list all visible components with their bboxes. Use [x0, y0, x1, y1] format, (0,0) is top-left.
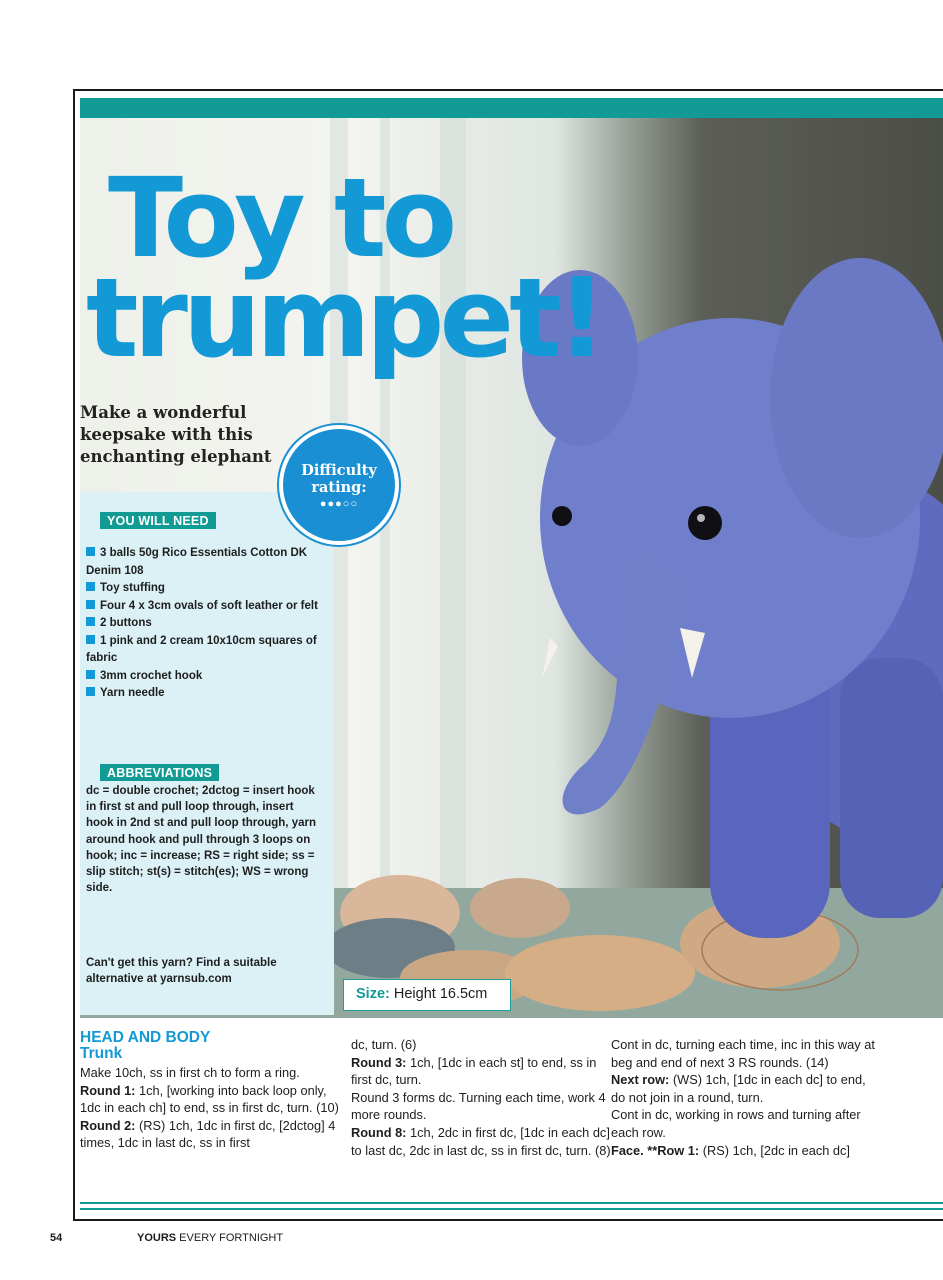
abbreviation-definition: = stitch(es);	[170, 866, 243, 879]
abbreviation-definition: = double crochet;	[99, 785, 202, 797]
instruction-paragraph: Face. **Row 1: (RS) 1ch, [2dc in each dc]	[611, 1142, 850, 1158]
page-title: Toy to trumpet!	[86, 154, 602, 382]
materials-list	[86, 545, 326, 703]
instruction-paragraph: Cont in dc, working in rows and turning after each row.	[611, 1107, 861, 1140]
materials-panel	[80, 492, 334, 1015]
magazine-name: YOURS EVERY FORTNIGHT	[137, 1232, 284, 1244]
col1-body	[80, 1064, 342, 1152]
instructions-column-3	[611, 1036, 876, 1159]
abbreviation-term: ss	[291, 849, 305, 862]
bottom-rule-1	[80, 1202, 943, 1204]
abbreviations-text	[86, 783, 324, 896]
section-heading: HEAD AND BODY	[80, 1029, 211, 1046]
size-value: Height 16.5cm	[389, 986, 488, 1002]
instructions-column-1	[80, 1030, 342, 1152]
instruction-paragraph: dc, turn. (6)	[351, 1037, 417, 1052]
instruction-paragraph: Cont in dc, turning each time, inc in this way at beg and end of next 3 RS rounds. (14)	[611, 1037, 875, 1070]
difficulty-dots: ●●●○○	[319, 498, 359, 510]
abbreviations-heading: ABBREVIATIONS	[100, 764, 219, 781]
difficulty-label: Difficulty rating:	[301, 462, 377, 496]
bottom-rule-2	[80, 1208, 943, 1210]
abbreviation-term: WS	[242, 866, 261, 879]
material-item: Yarn needle	[86, 685, 326, 703]
material-item: 3 balls 50g Rico Essentials Cotton DK Denim 108	[86, 545, 326, 580]
abbreviation-term: RS	[203, 849, 220, 862]
abbreviation-term: inc	[120, 849, 138, 862]
material-item: Four 4 x 3cm ovals of soft leather or felt	[86, 598, 326, 616]
you-will-need-heading: YOU WILL NEED	[100, 512, 216, 529]
material-item: 3mm crochet hook	[86, 668, 326, 686]
subtitle: Make a wonderful keepsake with this enchanting elephant	[80, 403, 272, 466]
instruction-paragraph: Round 3: 1ch, [1dc in each st] to end, ss in first dc, turn.	[351, 1054, 597, 1088]
size-label: Size:	[356, 986, 390, 1002]
abbreviation-definition: = wrong side.	[86, 866, 309, 895]
magazine-tagline: EVERY FORTNIGHT	[176, 1232, 284, 1244]
abbreviation-definition: = increase;	[137, 849, 204, 862]
yarn-alternative-note: Can't get this yarn? Find a suitable alternative at yarnsub.com	[86, 957, 277, 986]
material-item: 1 pink and 2 cream 10x10cm squares of fabric	[86, 633, 326, 668]
top-accent-bar	[80, 98, 943, 118]
instruction-paragraph: Round 1: 1ch, [working into back loop only, 1dc in each ch] to end, ss in first dc, turn. (10)	[80, 1082, 339, 1116]
instruction-paragraph: Round 8: 1ch, 2dc in first dc, [1dc in each dc] to last dc, 2dc in last dc, ss in first dc, turn. (8)	[351, 1124, 611, 1158]
abbreviation-definition: = right side;	[219, 849, 292, 862]
abbreviation-term: dc	[86, 785, 100, 797]
size-box	[343, 979, 511, 1011]
instruction-paragraph: Make 10ch, ss in first ch to form a ring.	[80, 1065, 300, 1080]
abbreviation-definition: = slip stitch;	[86, 849, 315, 879]
abbreviation-term: st(s)	[146, 866, 171, 879]
material-item: Toy stuffing	[86, 580, 326, 598]
page-number: 54	[50, 1232, 63, 1244]
abbreviation-term: 2dctog	[201, 785, 240, 797]
subsection-heading: Trunk	[80, 1045, 123, 1062]
material-item: 2 buttons	[86, 615, 326, 633]
difficulty-badge	[279, 425, 399, 545]
instruction-paragraph: Next row: (WS) 1ch, [1dc in each dc] to end, do not join in a round, turn.	[611, 1072, 866, 1105]
instruction-paragraph: Round 2: (RS) 1ch, 1dc in first dc, [2dctog] 4 times, 1dc in last dc, ss in first	[80, 1117, 336, 1151]
instructions-column-2	[351, 1036, 611, 1159]
instruction-paragraph: Round 3 forms dc. Turning each time, work 4 more rounds.	[351, 1089, 606, 1123]
abbreviation-definition: = insert hook in first st and pull loop through, insert hook in 2nd st and pull loop through, yarn around hook and pull through 3 loops on hook;	[86, 785, 316, 862]
